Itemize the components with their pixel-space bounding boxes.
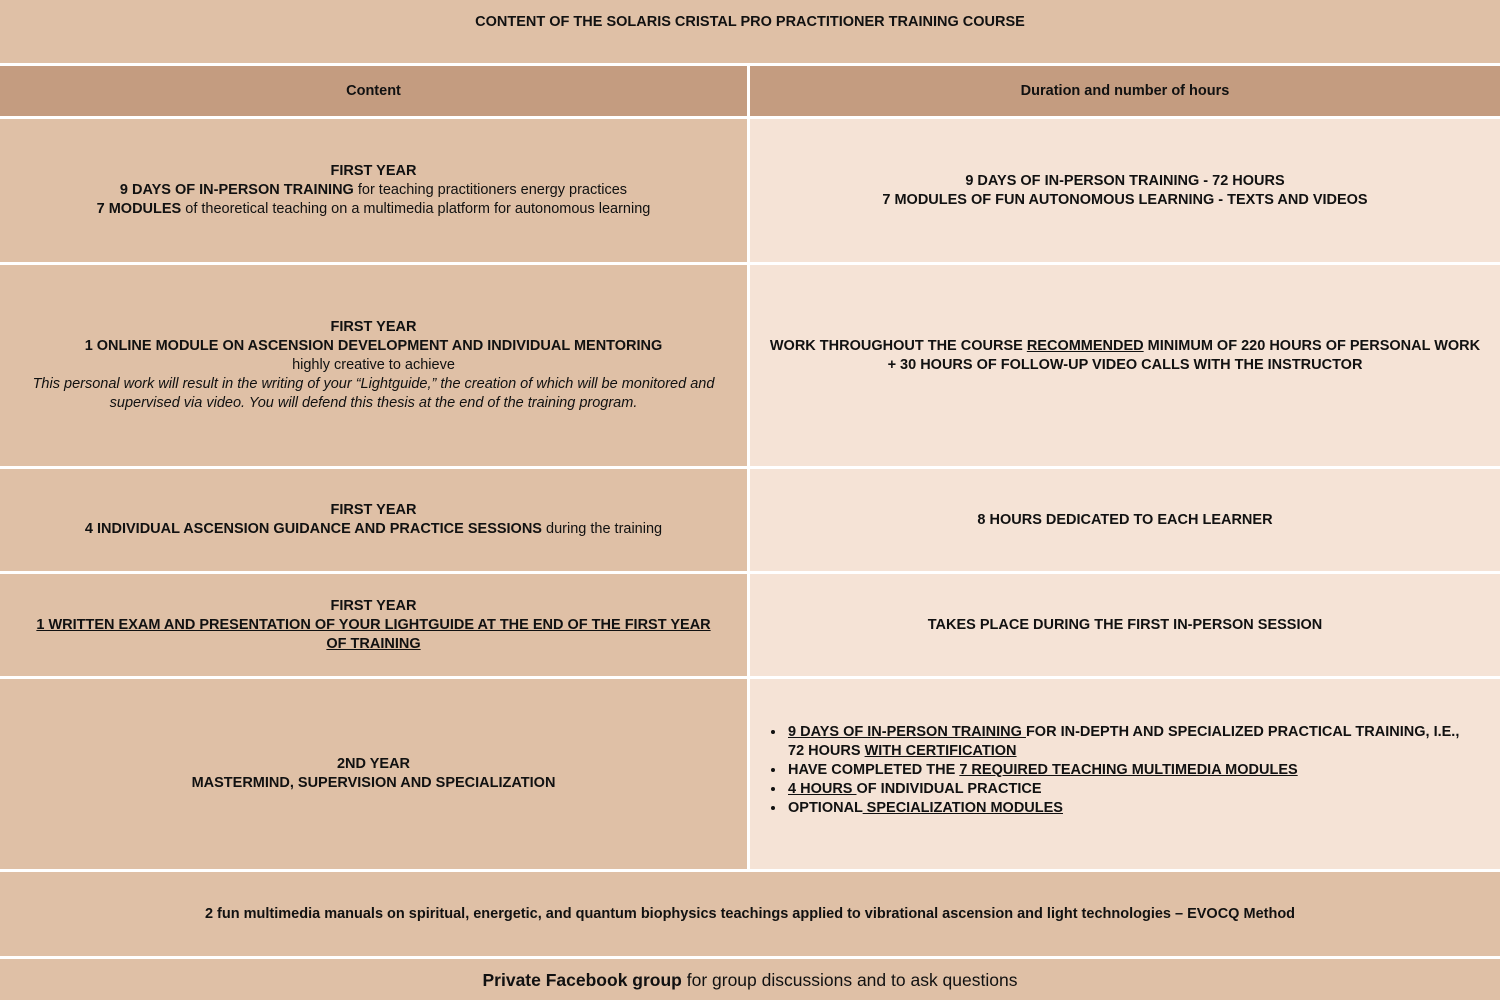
duration-line: 9 DAYS OF IN-PERSON TRAINING - 72 HOURS: [965, 172, 1285, 189]
year-label: FIRST YEAR: [330, 502, 417, 518]
duration-line: 7 MODULES OF FUN AUTONOMOUS LEARNING - TEXTS AND VIDEOS: [882, 191, 1368, 208]
duration-underlined: RECOMMENDED: [1026, 337, 1144, 354]
content-bold: 1 ONLINE MODULE ON ASCENSION DEVELOPMENT AND INDIVIDUAL MENTORING: [84, 338, 663, 354]
bullet-underlined: WITH CERTIFICATION: [864, 742, 1017, 759]
facebook-row: [0, 959, 1500, 1000]
requirements-list: [768, 723, 1460, 818]
bullet-underlined: 9 DAYS OF IN-PERSON TRAINING: [788, 723, 1026, 740]
content-line: [85, 520, 662, 539]
content-line: [97, 200, 651, 219]
table-row: [0, 265, 1500, 466]
content-bold: MASTERMIND, SUPERVISION AND SPECIALIZATION: [191, 775, 556, 791]
duration-cell: [750, 265, 1500, 466]
content-italic-note: This personal work will result in the writing of your “Lightguide,” the creation of which will be monitored and supervised via video. You will defend this thesis at the end of the training program.: [32, 376, 715, 411]
year-label: 2ND YEAR: [336, 756, 411, 772]
content-bold: 9 DAYS OF IN-PERSON TRAINING: [119, 182, 354, 198]
table-row: [0, 679, 1500, 869]
bullet-underlined: 4 HOURS: [788, 780, 857, 797]
manuals-row: [0, 872, 1500, 956]
table-row: [0, 574, 1500, 676]
content-text: during the training: [541, 521, 663, 537]
duration-column-header: Duration and number of hours: [750, 66, 1500, 116]
content-cell: [0, 265, 747, 466]
content-bold: 7 MODULES: [96, 201, 182, 217]
list-item: [786, 780, 1460, 799]
title-row: [0, 0, 1500, 63]
facebook-group-text: [0, 959, 1500, 1000]
bullet-text: OPTIONAL: [788, 799, 863, 816]
content-bold: 4 INDIVIDUAL ASCENSION GUIDANCE AND PRACTICE SESSIONS: [84, 521, 542, 537]
duration-text: WORK THROUGHOUT THE COURSE: [769, 337, 1027, 354]
content-line: [97, 181, 651, 200]
content-underlined: 1 WRITTEN EXAM AND PRESENTATION OF YOUR LIGHTGUIDE AT THE END OF THE FIRST YEAR OF TRAINING: [36, 616, 711, 652]
bullet-text: HAVE COMPLETED THE: [788, 761, 960, 778]
bullet-underlined: SPECIALIZATION MODULES: [862, 799, 1063, 816]
duration-cell: [750, 119, 1500, 262]
facebook-group-rest: for group discussions and to ask questions: [681, 969, 1018, 990]
list-item: [786, 761, 1460, 780]
content-text: highly creative to achieve: [292, 357, 455, 373]
content-column-header: Content: [0, 66, 747, 116]
table-title: CONTENT OF THE SOLARIS CRISTAL PRO PRACTITIONER TRAINING COURSE: [0, 0, 1500, 63]
year-label: FIRST YEAR: [330, 319, 417, 335]
duration-cell: [750, 679, 1500, 869]
column-header-row: [0, 66, 1500, 116]
content-cell: [0, 679, 747, 869]
duration-text: 8 HOURS DEDICATED TO EACH LEARNER: [977, 511, 1273, 528]
table-row: [0, 469, 1500, 571]
bullet-text: FOR IN-DEPTH AND SPECIALIZED PRACTICAL TRAINING, I.E., 72 HOURS: [788, 723, 1460, 759]
duration-cell: [750, 469, 1500, 571]
content-cell: [0, 119, 747, 262]
table-row: [0, 119, 1500, 262]
year-label: FIRST YEAR: [330, 163, 417, 179]
duration-cell: [750, 574, 1500, 676]
content-cell: [0, 469, 747, 571]
content-cell: [0, 574, 747, 676]
bullet-text: OF INDIVIDUAL PRACTICE: [856, 780, 1042, 797]
list-item: [786, 799, 1460, 818]
year-label: FIRST YEAR: [330, 597, 417, 614]
content-text: for teaching practitioners energy practices: [353, 182, 628, 198]
manuals-text: 2 fun multimedia manuals on spiritual, energetic, and quantum biophysics teachings applied to vibrational ascension and light technologies – EVOCQ Method: [0, 872, 1500, 956]
bullet-underlined: 7 REQUIRED TEACHING MULTIMEDIA MODULES: [959, 761, 1298, 778]
list-item: [786, 723, 1460, 761]
facebook-group-bold: Private Facebook group: [482, 969, 682, 990]
duration-text: TAKES PLACE DURING THE FIRST IN-PERSON SESSION: [927, 616, 1323, 633]
content-text: of theoretical teaching on a multimedia platform for autonomous learning: [181, 201, 651, 217]
duration-text: MINIMUM OF 220 HOURS OF PERSONAL WORK + 30 HOURS OF FOLLOW-UP VIDEO CALLS WITH THE INSTRUCTOR: [887, 337, 1481, 373]
